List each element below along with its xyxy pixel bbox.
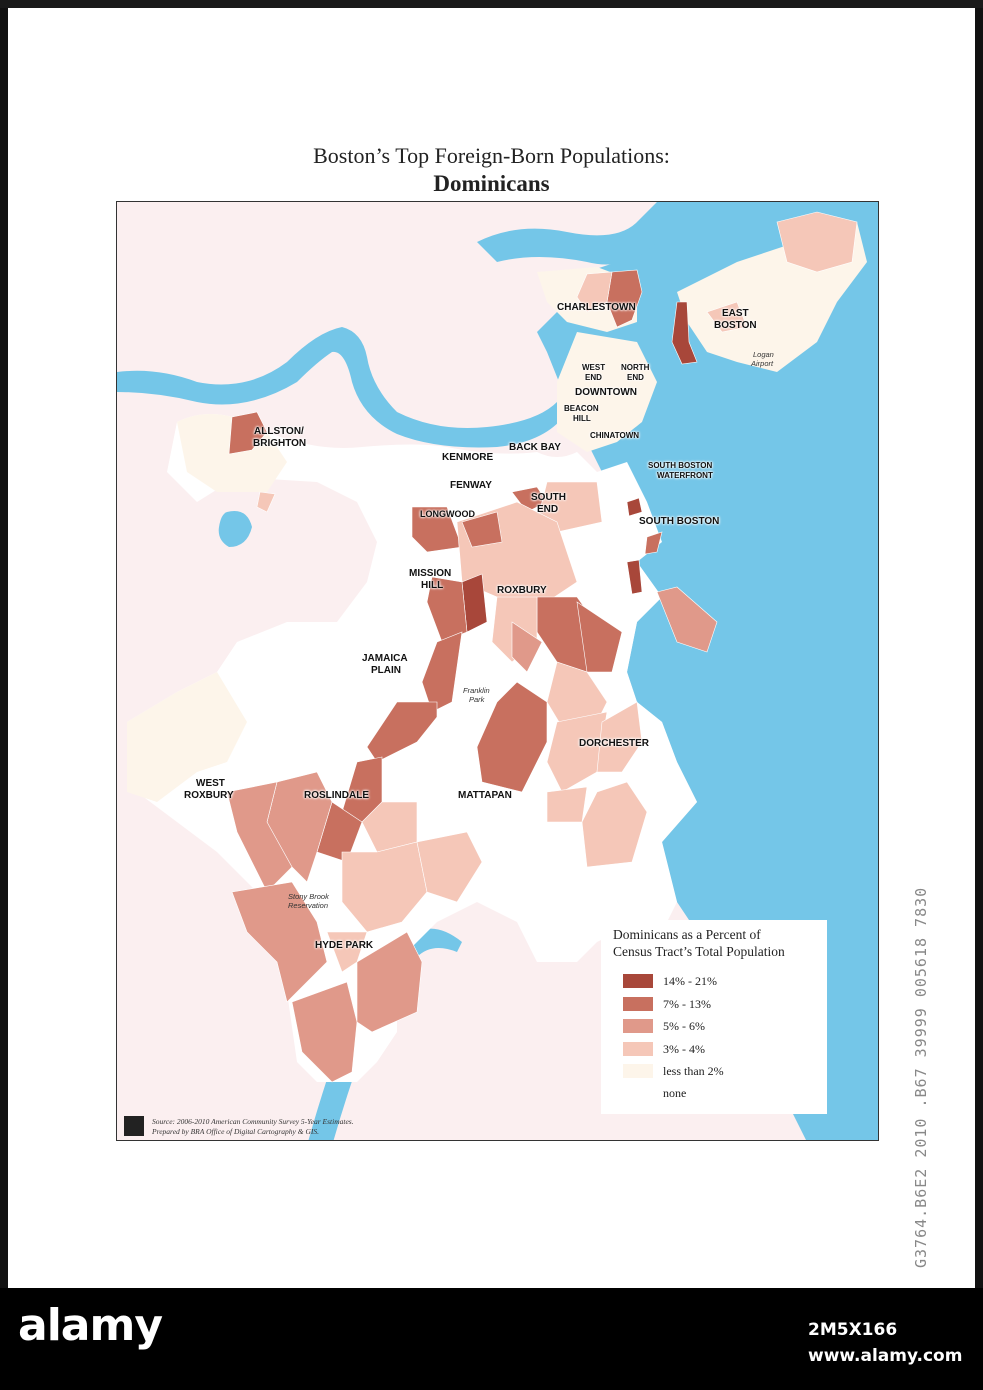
legend-swatch — [623, 974, 653, 988]
legend-label: 7% - 13% — [663, 997, 711, 1011]
chestnut-hill-reservoir — [219, 511, 252, 547]
legend-label: 5% - 6% — [663, 1019, 705, 1033]
scan-border-top — [0, 0, 983, 8]
label-hyde-park: HYDE PARK — [315, 940, 374, 951]
label-allston-2: BRIGHTON — [253, 438, 307, 449]
legend-label: none — [663, 1086, 687, 1100]
label-jamaica-plain-1: JAMAICA — [362, 653, 408, 664]
legend-swatch — [623, 1019, 653, 1033]
label-west-end-1: WEST — [582, 363, 606, 372]
source-note — [152, 1117, 354, 1137]
label-west-end-2: END — [585, 373, 602, 382]
label-back-bay: BACK BAY — [509, 442, 561, 453]
watermark-url: www.alamy.com — [808, 1346, 963, 1366]
label-franklin-park-1: Franklin — [463, 686, 490, 695]
legend-item — [623, 974, 823, 988]
label-dorchester: DORCHESTER — [579, 738, 650, 749]
label-logan-1: Logan — [753, 350, 774, 359]
label-north-end-2: END — [627, 373, 644, 382]
tract-allston-3-4 — [257, 492, 275, 512]
label-sb-waterfront-2: WATERFRONT — [657, 471, 713, 480]
watermark-logo: alamy — [18, 1300, 162, 1351]
label-beacon-hill-1: BEACON — [564, 404, 599, 413]
legend-item — [623, 1086, 823, 1100]
label-mission-hill-1: MISSION — [409, 568, 452, 579]
label-mattapan: MATTAPAN — [458, 790, 512, 801]
label-stony-brook-2: Reservation — [288, 901, 329, 910]
legend-swatch — [623, 1086, 653, 1100]
legend-item — [623, 1064, 823, 1078]
label-downtown: DOWNTOWN — [575, 387, 638, 398]
label-roxbury: ROXBURY — [497, 585, 547, 596]
label-south-end-1: SOUTH — [531, 492, 566, 503]
legend-title-line1: Dominicans as a Percent of — [613, 927, 761, 942]
source-line2: Prepared by BRA Office of Digital Cartography & GIS. — [152, 1127, 319, 1136]
label-charlestown: CHARLESTOWN — [557, 302, 636, 313]
label-east-boston-1: EAST — [722, 308, 749, 319]
label-mission-hill-2: HILL — [421, 580, 444, 591]
label-south-boston: SOUTH BOSTON — [639, 516, 720, 527]
legend-label: 14% - 21% — [663, 974, 717, 988]
legend-swatch — [623, 997, 653, 1011]
tract-dorchester-3-4-e — [547, 787, 587, 822]
watermark-code: 2M5X166 — [808, 1320, 898, 1340]
legend-item — [623, 1042, 823, 1056]
label-south-end-2: END — [537, 504, 559, 515]
legend-label: less than 2% — [663, 1064, 724, 1078]
legend-title — [613, 926, 823, 960]
label-west-roxbury-1: WEST — [196, 778, 225, 789]
legend-label: 3% - 4% — [663, 1042, 705, 1056]
label-sb-waterfront-1: SOUTH BOSTON — [648, 461, 713, 470]
source-line1: Source: 2006-2010 American Community Survey 5-Year Estimates. — [152, 1117, 354, 1126]
label-allston-1: ALLSTON/ — [254, 426, 304, 437]
handwritten-call-number: G3764.B6E2 2010 .B67 39999 005618 7830 — [912, 886, 930, 1268]
legend-title-line2: Census Tract’s Total Population — [613, 944, 785, 959]
label-fenway: FENWAY — [450, 480, 492, 491]
legend — [601, 920, 827, 1114]
label-roslindale: ROSLINDALE — [304, 790, 369, 801]
legend-item — [623, 1019, 823, 1033]
label-logan-2: Airport — [751, 359, 774, 368]
legend-item — [623, 997, 823, 1011]
label-west-roxbury-2: ROXBURY — [184, 790, 234, 801]
label-stony-brook-1: Stony Brook — [288, 892, 329, 901]
label-kenmore: KENMORE — [442, 452, 494, 463]
label-franklin-park-2: Park — [469, 695, 485, 704]
label-east-boston-2: BOSTON — [714, 320, 757, 331]
legend-swatch — [623, 1064, 653, 1078]
label-longwood: LONGWOOD — [420, 509, 475, 519]
label-beacon-hill-2: HILL — [573, 414, 591, 423]
legend-swatch — [623, 1042, 653, 1056]
bra-logo-icon — [124, 1116, 144, 1136]
label-chinatown: CHINATOWN — [590, 431, 640, 440]
map-title: Boston’s Top Foreign-Born Populations: — [313, 143, 670, 168]
map-subtitle: Dominicans — [433, 171, 550, 196]
label-jamaica-plain-2: PLAIN — [371, 665, 401, 676]
label-north-end-1: NORTH — [621, 363, 650, 372]
